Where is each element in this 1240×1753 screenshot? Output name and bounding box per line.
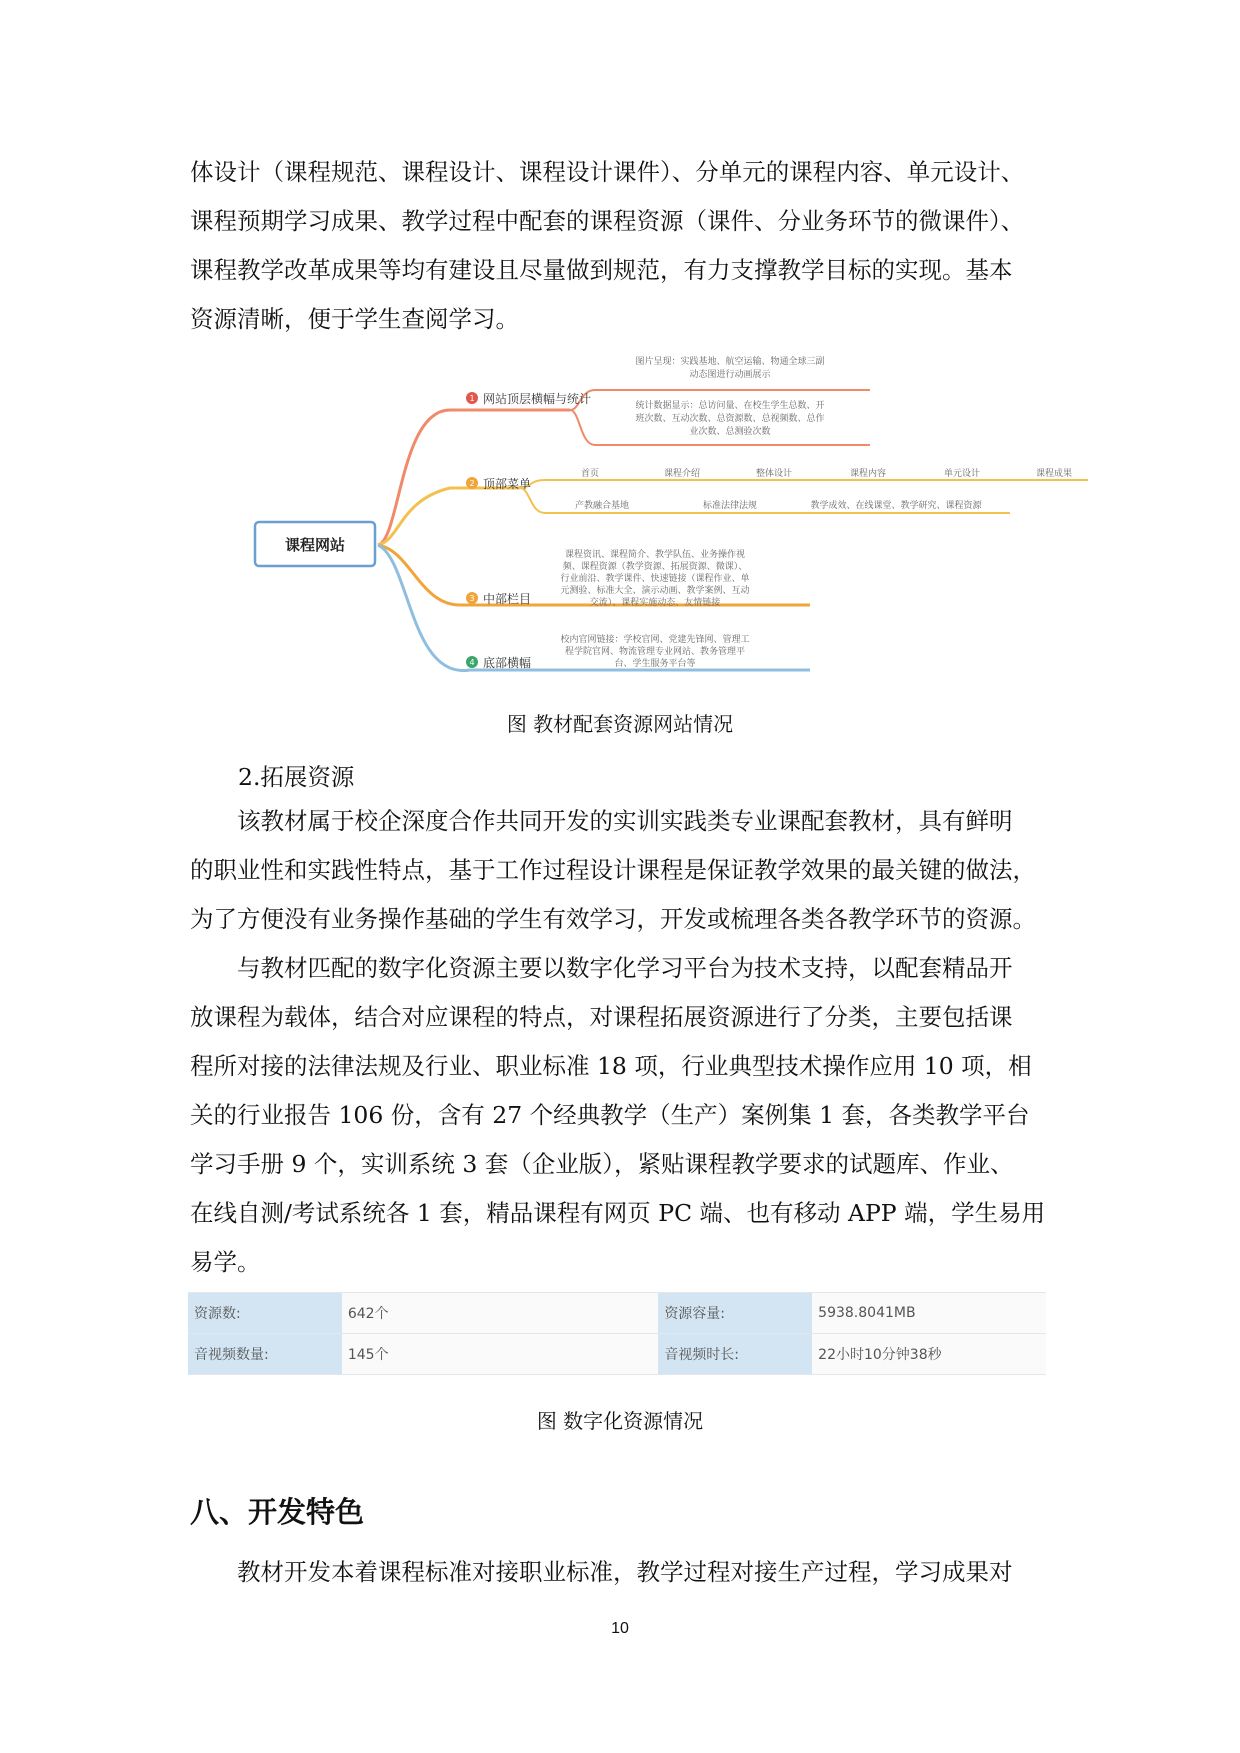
text-line: 关的行业报告 106 份，含有 27 个经典教学（生产）案例集 1 套，各类教学平台 bbox=[190, 1101, 1030, 1129]
menu-item: 首页 bbox=[580, 469, 600, 479]
branch-4-leaf-line: 校内官网链接：学校官网、党建先锋网、管理工 bbox=[560, 635, 750, 645]
branch-1-leaf-2-line-1: 统计数据显示：总访问量、在校生学生总数、开 bbox=[635, 401, 825, 411]
branch-2-label: 顶部菜单 bbox=[483, 477, 532, 491]
stat-label: 资源容量: bbox=[658, 1293, 812, 1334]
branch-1-leaf-2-line-3: 业次数、总测验次数 bbox=[689, 427, 771, 437]
table-spacer bbox=[571, 1334, 658, 1375]
menu-item: 课程介绍 bbox=[663, 469, 701, 479]
branch-1-label: 网站顶层横幅与统计 bbox=[483, 392, 592, 406]
page-number: 10 bbox=[611, 1620, 629, 1637]
branch-3-leaf-line: 课程资讯、课程简介、教学队伍、业务操作视 bbox=[564, 550, 746, 560]
text-line: 与教材匹配的数字化资源主要以数字化学习平台为技术支持，以配套精品开 bbox=[237, 954, 1013, 982]
text-line: 程所对接的法律法规及行业、职业标准 18 项，行业典型技术操作应用 10 项，相 bbox=[190, 1052, 1032, 1080]
text-line: 体设计（课程规范、课程设计、课程设计课件）、分单元的课程内容、单元设计、 bbox=[190, 158, 1025, 186]
branch-1-leaf-1-line-2: 动态图进行动画展示 bbox=[689, 370, 771, 380]
table-row bbox=[188, 1334, 1046, 1375]
center-node-label: 课程网站 bbox=[284, 536, 346, 554]
branch-3-leaf-line: 交流）、课程实施动态、友情链接 bbox=[589, 598, 721, 608]
branch-3-label: 中部栏目 bbox=[483, 592, 532, 606]
branch-4-number: 4 bbox=[469, 658, 475, 667]
branch-1-leaf-2-line-2: 班次数、互动次数、总资源数、总视频数、总作 bbox=[635, 414, 825, 424]
menu-item: 课程内容 bbox=[849, 469, 887, 479]
table-row bbox=[188, 1293, 1046, 1334]
stat-value: 145个 bbox=[342, 1334, 571, 1375]
section-heading: 八、开发特色 bbox=[190, 1495, 365, 1529]
text-line: 易学。 bbox=[190, 1248, 261, 1276]
branch-3-leaf-line: 元测验、标准大全、演示动画、教学案例、互动 bbox=[560, 586, 750, 596]
stat-value: 22小时10分钟38秒 bbox=[812, 1334, 1046, 1375]
stat-value: 5938.8041MB bbox=[812, 1293, 1046, 1334]
section-subheading: 2.拓展资源 bbox=[238, 763, 355, 791]
branch-3-leaf-line: 行业前沿、教学课件、快速链接（课程作业、单 bbox=[560, 574, 750, 584]
text-line: 该教材属于校企深度合作共同开发的实训实践类专业课配套教材，具有鲜明 bbox=[237, 807, 1013, 835]
table-spacer bbox=[571, 1293, 658, 1334]
branch-1-leaf-1-line-1: 图片呈现：实践基地、航空运输、物通全球三副 bbox=[635, 357, 825, 367]
branch-2-number: 2 bbox=[469, 479, 475, 488]
text-line: 放课程为载体，结合对应课程的特点，对课程拓展资源进行了分类，主要包括课 bbox=[190, 1003, 1013, 1031]
stat-value: 642个 bbox=[342, 1293, 571, 1334]
stat-label: 音视频时长: bbox=[658, 1334, 812, 1375]
branch-3-leaf-line: 频、课程资源（教学资源、拓展资源、微课）、 bbox=[562, 562, 748, 572]
menu-item: 单元设计 bbox=[943, 469, 981, 479]
branch-4-leaf-line: 台、学生服务平台等 bbox=[614, 659, 696, 669]
figure-caption-website: 图 教材配套资源网站情况 bbox=[506, 712, 734, 736]
menu-item: 课程成果 bbox=[1035, 469, 1073, 479]
branch-4-label: 底部横幅 bbox=[483, 656, 532, 670]
branch-1-number: 1 bbox=[469, 394, 475, 403]
text-line: 为了方便没有业务操作基础的学生有效学习，开发或梳理各类各教学环节的资源。 bbox=[190, 905, 1036, 933]
menu-item: 产教融合基地 bbox=[574, 501, 630, 511]
text-line: 课程预期学习成果、教学过程中配套的课程资源（课件、分业务环节的微课件）、 bbox=[190, 207, 1025, 235]
menu-item: 标准法律法规 bbox=[702, 501, 758, 511]
paragraph-extended-resources bbox=[190, 797, 1050, 944]
text-line: 课程教学改革成果等均有建设且尽量做到规范，有力支撑教学目标的实现。基本 bbox=[190, 256, 1013, 284]
branch-3-number: 3 bbox=[469, 594, 475, 603]
text-line: 在线自测/考试系统各 1 套，精品课程有网页 PC 端、也有移动 APP 端，学生易用 bbox=[190, 1199, 1046, 1227]
text-line: 的职业性和实践性特点，基于工作过程设计课程是保证教学效果的最关键的做法， bbox=[190, 856, 1036, 884]
resource-stats-table bbox=[188, 1292, 1046, 1375]
text-line: 教材开发本着课程标准对接职业标准，教学过程对接生产过程，学习成果对 bbox=[237, 1558, 1013, 1586]
paragraph-features bbox=[190, 1548, 1050, 1597]
text-line: 学习手册 9 个，实训系统 3 套（企业版），紧贴课程教学要求的试题库、作业、 bbox=[190, 1150, 1014, 1178]
stat-label: 音视频数量: bbox=[188, 1334, 342, 1375]
text-line: 资源清晰，便于学生查阅学习。 bbox=[190, 305, 519, 333]
menu-item: 教学成效、在线课堂、教学研究、课程资源 bbox=[810, 501, 982, 511]
figure-caption-digital: 图 数字化资源情况 bbox=[536, 1409, 704, 1433]
stat-label: 资源数: bbox=[188, 1293, 342, 1334]
mindmap-figure bbox=[250, 350, 1090, 690]
paragraph-digital-resources bbox=[190, 944, 1050, 1287]
menu-item: 整体设计 bbox=[755, 469, 793, 479]
branch-4-leaf-line: 程学院官网、物流管理专业网站、教务管理平 bbox=[564, 647, 746, 657]
paragraph-intro bbox=[190, 148, 1050, 344]
